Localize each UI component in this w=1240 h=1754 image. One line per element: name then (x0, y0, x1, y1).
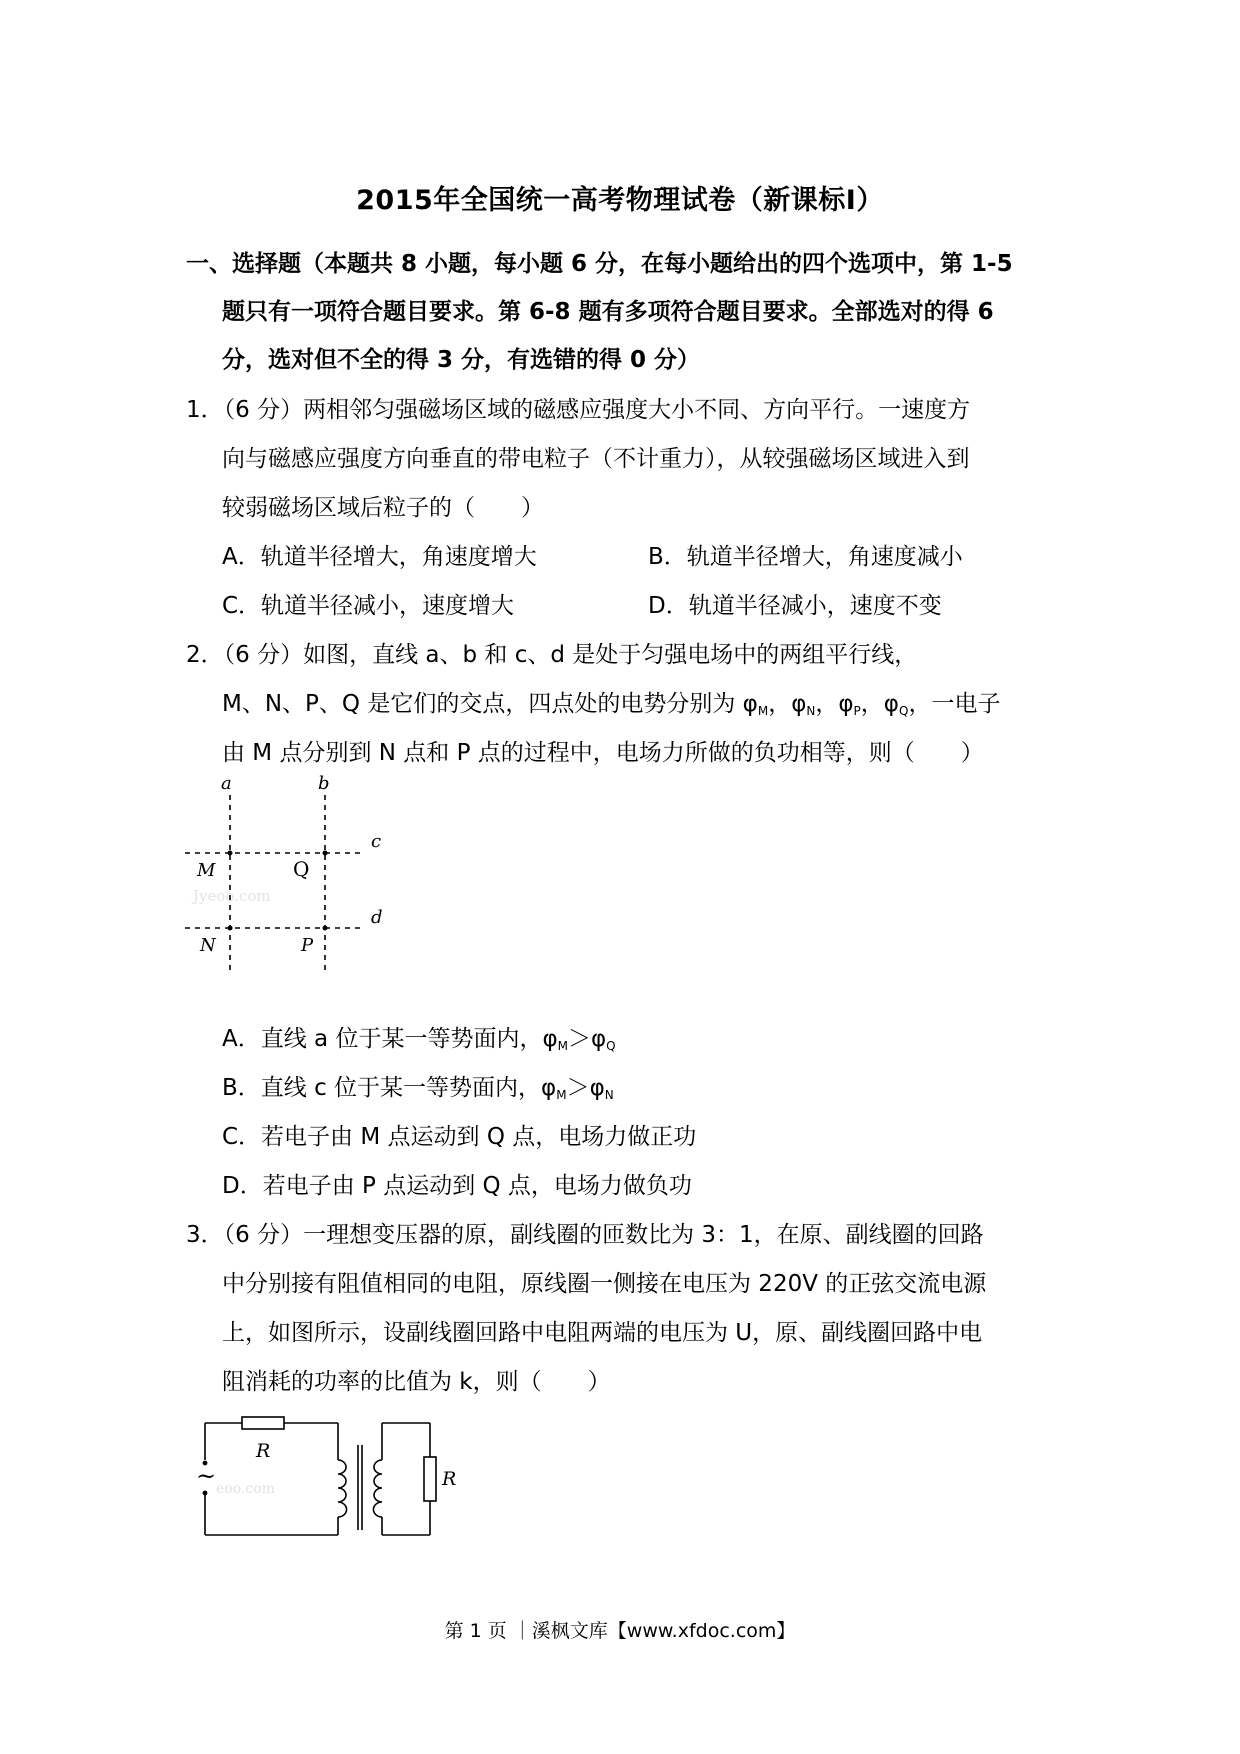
primary-coil (338, 1460, 347, 1517)
section-heading-line-2: 题只有一项符合题目要求。第 6-8 题有多项符合题目要求。全部选对的得 6 (222, 299, 994, 325)
label-c: c (371, 831, 382, 852)
resistor-primary (242, 1417, 284, 1429)
page-footer: 第 1 页 ｜溪枫文库【www.xfdoc.com】 (444, 1620, 796, 1642)
q2-stem-text: ，一电子 (908, 691, 1001, 717)
q1-stem-line-3: 较弱磁场区域后粒子的（ ） (222, 495, 544, 521)
watermark: Jyeoo.com (193, 887, 271, 905)
point-q (323, 851, 328, 856)
q2-stem-comma: ，φ (768, 691, 807, 717)
subscript-m: M (556, 1088, 567, 1102)
q1-stem-line-1: 1．（6 分）两相邻匀强磁场区域的磁感应强度大小不同、方向平行。一速度方 (186, 397, 971, 423)
point-p (323, 926, 328, 931)
q2-stem-text: M、N、P、Q 是它们的交点，四点处的电势分别为 φ (222, 691, 758, 717)
q2-option-c: C．若电子由 M 点运动到 Q 点，电场力做正功 (222, 1124, 697, 1150)
label-q: Q (293, 857, 310, 881)
subscript-q: Q (606, 1039, 616, 1053)
q2-option-a-text: A．直线 a 位于某一等势面内，φ (222, 1026, 558, 1052)
q3-stem-line-3: 上，如图所示，设副线圈回路中电阻两端的电压为 U，原、副线圈回路中电 (222, 1320, 983, 1346)
label-n: N (200, 935, 216, 956)
label-m: M (197, 860, 216, 881)
subscript-m: M (557, 1039, 568, 1053)
label-a: a (221, 775, 232, 794)
subscript-m: M (757, 704, 769, 718)
q3-stem-line-2: 中分别接有阻值相同的电阻，原线圈一侧接在电压为 220V 的正弦交流电源 (222, 1271, 987, 1297)
subscript-n: N (604, 1088, 614, 1102)
q1-option-c: C．轨道半径减小，速度增大 (222, 593, 515, 619)
q3-stem-line-1: 3．（6 分）一理想变压器的原，副线圈的匝数比为 3：1，在原、副线圈的回路 (186, 1222, 984, 1248)
q2-stem-line-1: 2．（6 分）如图，直线 a、b 和 c、d 是处于匀强电场中的两组平行线， (186, 642, 918, 668)
section-heading-line-3: 分，选对但不全的得 3 分，有选错的得 0 分） (222, 347, 701, 373)
terminal-bottom (203, 1491, 208, 1496)
q2-stem-line-3: 由 M 点分别到 N 点和 P 点的过程中，电场力所做的负功相等，则（ ） (222, 740, 984, 766)
section-heading-line-1: 一、选择题（本题共 8 小题，每小题 6 分，在每小题给出的四个选项中，第 1-5 (186, 251, 1013, 277)
label-r-secondary: R (442, 1468, 457, 1490)
secondary-coil (373, 1460, 382, 1517)
q2-option-b-gt: ＞φ (566, 1075, 605, 1101)
q1-stem-line-2: 向与磁感应强度方向垂直的带电粒子（不计重力），从较强磁场区域进入到 (222, 446, 970, 472)
q1-option-d: D．轨道半径减小，速度不变 (648, 593, 942, 619)
q1-option-a: A．轨道半径增大，角速度增大 (222, 544, 537, 570)
q1-option-b: B．轨道半径增大，角速度减小 (648, 544, 963, 570)
subscript-p: P (853, 704, 861, 718)
q2-option-b (222, 1072, 614, 1111)
q2-option-a (222, 1023, 616, 1062)
resistor-secondary (424, 1457, 436, 1501)
q2-option-d: D．若电子由 P 点运动到 Q 点，电场力做负功 (222, 1173, 692, 1199)
q2-stem-line-2 (222, 688, 1000, 727)
label-b: b (318, 775, 330, 794)
q2-option-a-gt: ＞φ (567, 1026, 607, 1052)
label-r-primary: R (256, 1440, 271, 1462)
label-p: P (301, 935, 314, 956)
point-n (228, 926, 233, 931)
q2-stem-comma: ，φ (860, 691, 899, 717)
q2-figure (185, 775, 395, 989)
point-m (228, 851, 233, 856)
q2-option-b-text: B．直线 c 位于某一等势面内，φ (222, 1075, 557, 1101)
q2-stem-comma: ，φ (815, 691, 854, 717)
page-title: 2015年全国统一高考物理试卷（新课标Ⅰ） (356, 185, 884, 216)
subscript-q: Q (898, 704, 909, 718)
q3-circuit-figure (190, 1405, 480, 1549)
ac-source-icon: ~ (196, 1462, 217, 1490)
watermark: eoo.com (216, 1481, 275, 1497)
q3-stem-line-4: 阻消耗的功率的比值为 k，则（ ） (222, 1369, 611, 1395)
label-d: d (371, 907, 383, 928)
subscript-n: N (806, 704, 816, 718)
